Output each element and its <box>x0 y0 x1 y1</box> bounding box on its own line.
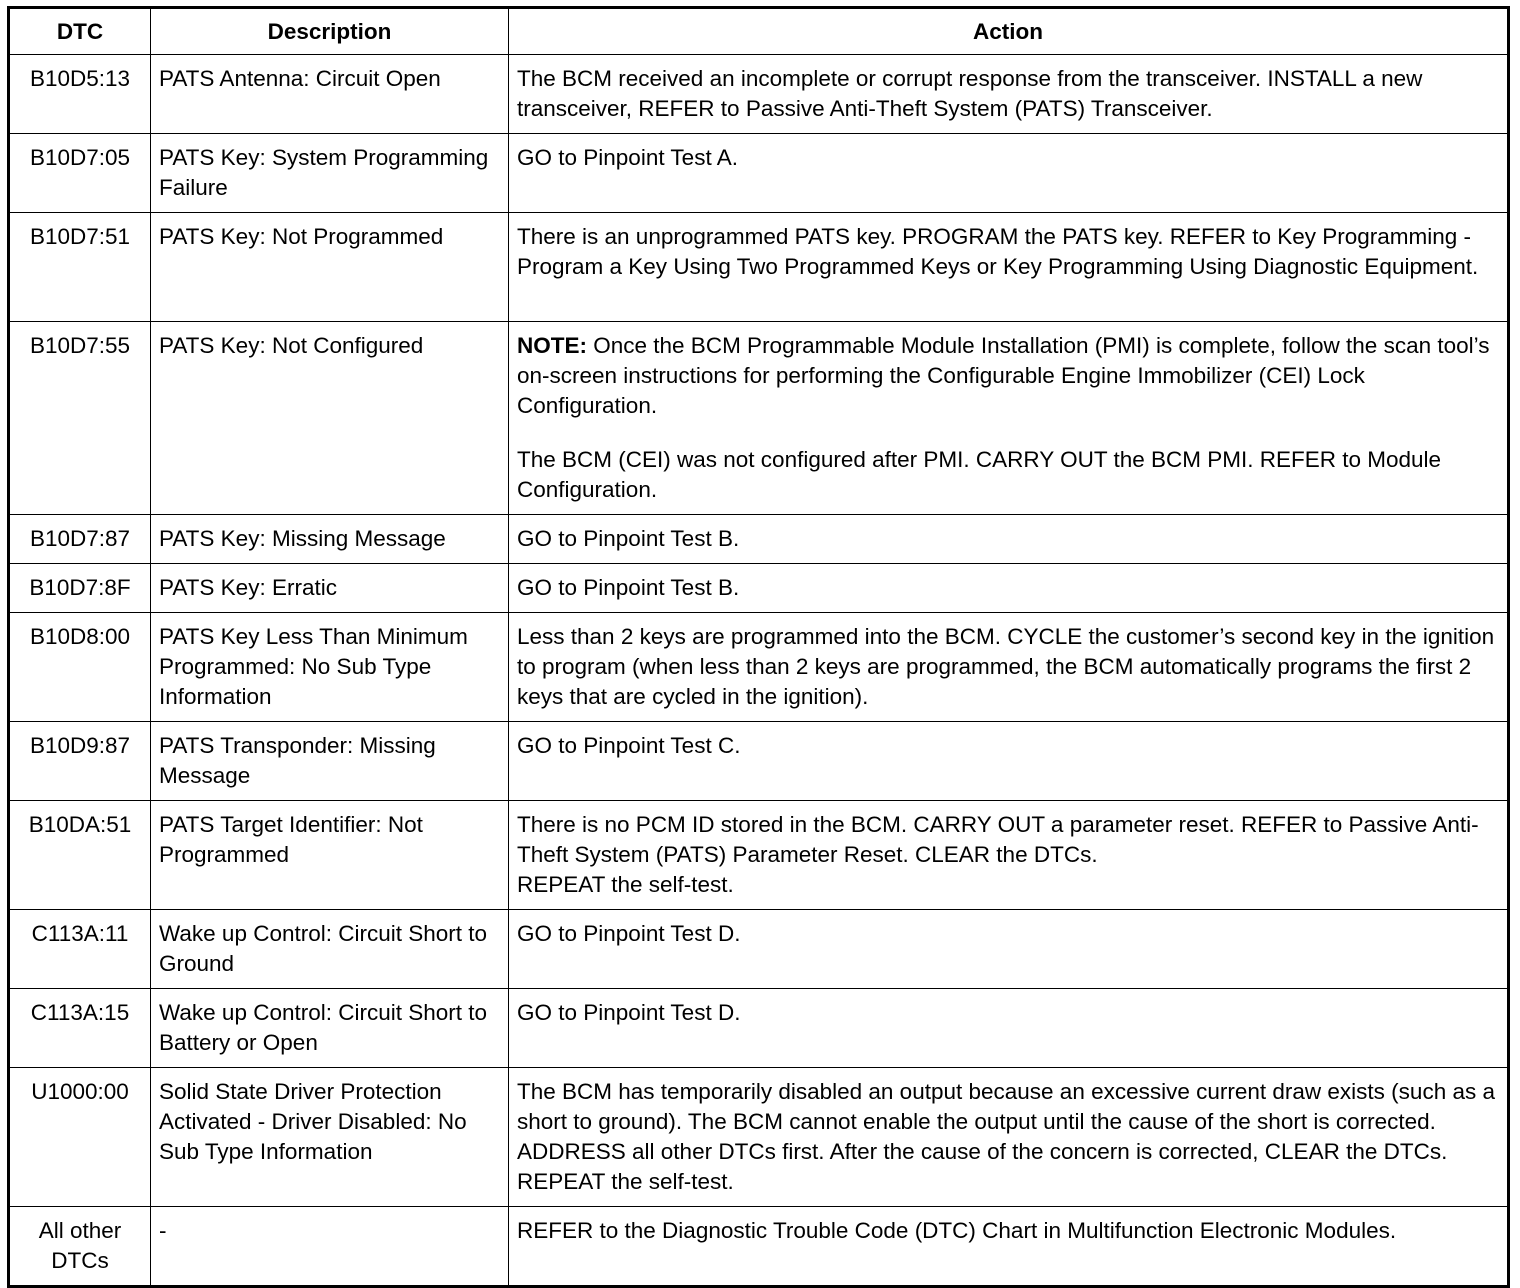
dtc-description: PATS Key: Erratic <box>151 564 509 613</box>
dtc-description: PATS Target Identifier: Not Programmed <box>151 801 509 910</box>
dtc-code: C113A:11 <box>9 910 151 989</box>
dtc-action: There is an unprogrammed PATS key. PROGRAM the PATS key. REFER to Key Programming - Program a Key Using Two Programmed Keys or Key Programming Using Diagnostic Equipment. <box>509 213 1509 322</box>
dtc-description: PATS Key: System Programming Failure <box>151 134 509 213</box>
table-row <box>9 722 1509 801</box>
dtc-description: PATS Transponder: Missing Message <box>151 722 509 801</box>
dtc-description: Wake up Control: Circuit Short to Ground <box>151 910 509 989</box>
note-paragraph <box>517 331 1501 421</box>
table-row <box>9 322 1509 515</box>
dtc-code: B10D8:00 <box>9 613 151 722</box>
dtc-action-cell <box>509 801 1509 910</box>
dtc-description: PATS Key: Missing Message <box>151 515 509 564</box>
table-row <box>9 1068 1509 1207</box>
table-row <box>9 55 1509 134</box>
dtc-action: GO to Pinpoint Test D. <box>509 989 1509 1068</box>
dtc-description: Wake up Control: Circuit Short to Battery or Open <box>151 989 509 1068</box>
dtc-action: REFER to the Diagnostic Trouble Code (DTC) Chart in Multifunction Electronic Modules. <box>509 1207 1509 1287</box>
dtc-description: - <box>151 1207 509 1287</box>
table-row <box>9 989 1509 1068</box>
table-row <box>9 134 1509 213</box>
dtc-description: PATS Key Less Than Minimum Programmed: No Sub Type Information <box>151 613 509 722</box>
dtc-code: U1000:00 <box>9 1068 151 1207</box>
note-text: Once the BCM Programmable Module Installation (PMI) is complete, follow the scan tool’s on-screen instructions for performing the Configurable Engine Immobilizer (CEI) Lock Configuration. <box>517 333 1490 418</box>
dtc-code: C113A:15 <box>9 989 151 1068</box>
dtc-code: B10D7:51 <box>9 213 151 322</box>
dtc-action: Less than 2 keys are programmed into the BCM. CYCLE the customer’s second key in the ignition to program (when less than 2 keys are programmed, the BCM automatically programs the first 2 keys that are cycled in the ignition). <box>509 613 1509 722</box>
table-header-row <box>9 8 1509 55</box>
table-row <box>9 515 1509 564</box>
dtc-action: The BCM has temporarily disabled an output because an excessive current draw exists (such as a short to ground). The BCM cannot enable the output until the cause of the short is corrected. ADDRESS all other DTCs first. After the cause of the concern is corrected, CLEAR the DTCs. REPEAT the self-test. <box>509 1068 1509 1207</box>
dtc-description: PATS Antenna: Circuit Open <box>151 55 509 134</box>
note-label: NOTE: <box>517 333 587 358</box>
dtc-action: GO to Pinpoint Test C. <box>509 722 1509 801</box>
header-dtc: DTC <box>9 8 151 55</box>
dtc-code: B10D7:55 <box>9 322 151 515</box>
dtc-code: B10D9:87 <box>9 722 151 801</box>
dtc-description: Solid State Driver Protection Activated - Driver Disabled: No Sub Type Information <box>151 1068 509 1207</box>
header-description: Description <box>151 8 509 55</box>
table-row <box>9 910 1509 989</box>
table-row <box>9 801 1509 910</box>
dtc-action: GO to Pinpoint Test A. <box>509 134 1509 213</box>
dtc-description: PATS Key: Not Programmed <box>151 213 509 322</box>
dtc-table <box>7 6 1510 1288</box>
dtc-action: GO to Pinpoint Test B. <box>509 515 1509 564</box>
table-row <box>9 1207 1509 1287</box>
dtc-code: All other DTCs <box>9 1207 151 1287</box>
table-row <box>9 564 1509 613</box>
dtc-code: B10D7:8F <box>9 564 151 613</box>
dtc-action-cell <box>509 322 1509 515</box>
dtc-code: B10D7:87 <box>9 515 151 564</box>
dtc-code: B10D7:05 <box>9 134 151 213</box>
dtc-code: B10D5:13 <box>9 55 151 134</box>
dtc-action: The BCM (CEI) was not configured after PMI. CARRY OUT the BCM PMI. REFER to Module Configuration. <box>517 447 1442 502</box>
dtc-action-line-2: REPEAT the self-test. <box>517 872 734 897</box>
header-action: Action <box>509 8 1509 55</box>
dtc-action: GO to Pinpoint Test D. <box>509 910 1509 989</box>
dtc-action: The BCM received an incomplete or corrupt response from the transceiver. INSTALL a new transceiver, REFER to Passive Anti-Theft System (PATS) Transceiver. <box>509 55 1509 134</box>
dtc-code: B10DA:51 <box>9 801 151 910</box>
dtc-description: PATS Key: Not Configured <box>151 322 509 515</box>
table-row <box>9 613 1509 722</box>
dtc-action: There is no PCM ID stored in the BCM. CARRY OUT a parameter reset. REFER to Passive Anti-Theft System (PATS) Parameter Reset. CLEAR the DTCs. <box>517 812 1479 867</box>
dtc-action: GO to Pinpoint Test B. <box>509 564 1509 613</box>
table-row <box>9 213 1509 322</box>
